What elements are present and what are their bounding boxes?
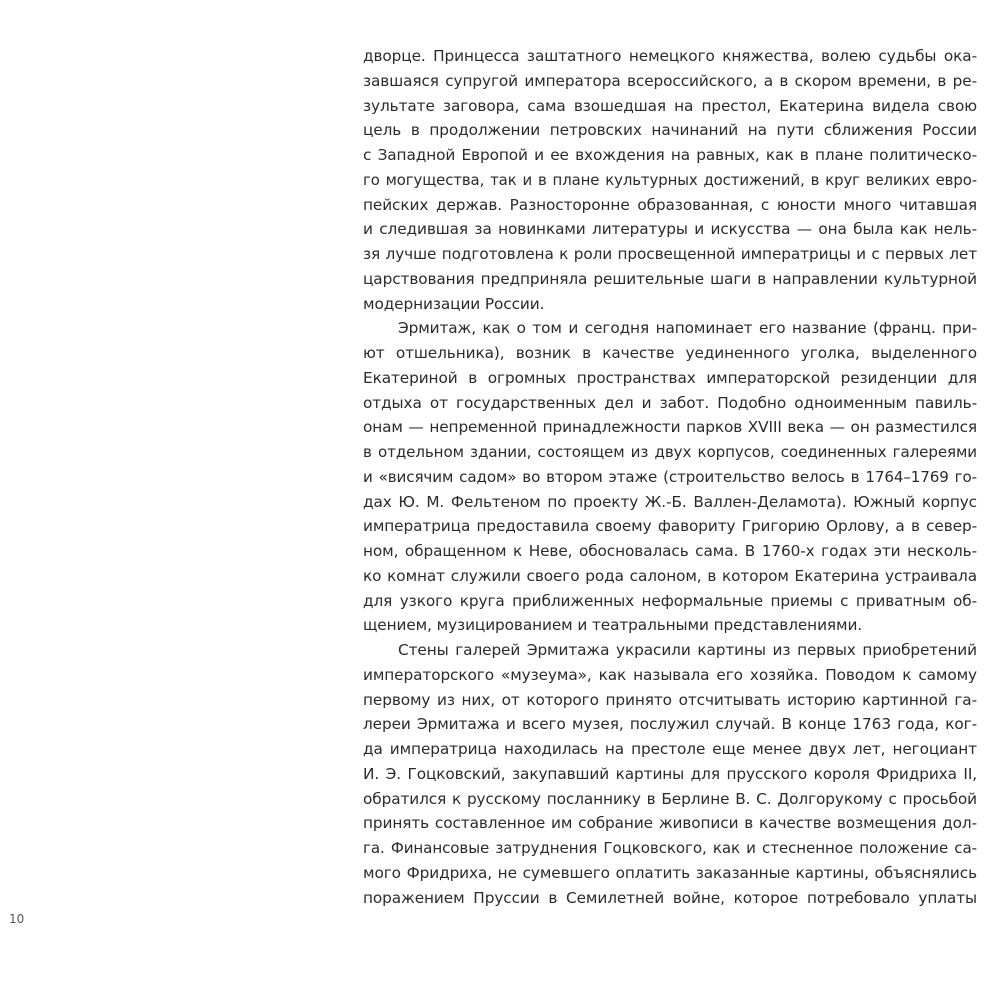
text-line: Стены галерей Эрмитажа украсили картины из первых приобретений (398, 641, 977, 659)
text-line: И. Э. Гоцковский, закупавший картины для прусского короля Фридриха II, (363, 764, 977, 783)
text-line: императорского «музеума», как называла его хозяйка. Поводом к самому (363, 665, 977, 684)
text-line: щением, музицированием и театральными представлениями. (363, 616, 863, 635)
text-line: завшаяся супругой императора всероссийского, а в скором времени, в ре- (363, 71, 977, 90)
body-text (363, 44, 977, 910)
text-line: го могущества, так и в плане культурных достижений, в круг великих евро- (363, 170, 977, 189)
text-line: дворце. Принцесса заштатного немецкого княжества, волею судьбы ока- (363, 47, 977, 65)
text-line: императрица предоставила своему фавориту Григорию Орлову, а в север- (363, 517, 977, 536)
text-line: онам — непременной принадлежности парков XVIII века — он разместился (363, 418, 977, 437)
text-line: в отдельном здании, состоящем из двух корпусов, соединенных галереями (363, 443, 977, 461)
text-line: ко комнат служили своего рода салоном, в котором Екатерина устраивала (363, 566, 977, 585)
text-line: зультате заговора, сама взошедшая на престол, Екатерина видела свою (363, 96, 977, 115)
text-line: с Западной Европой и ее вхождения на равных, как в плане политическо- (363, 146, 977, 164)
text-line: и следившая за новинками литературы и искусства — она была как нель- (363, 220, 977, 239)
text-line: мого Фридриха, не сумевшего оплатить заказанные картины, объяснялись (363, 863, 977, 882)
text-line: пейских держав. Разносторонне образованная, с юности много читавшая (363, 195, 977, 214)
text-line: царствования предприняла решительные шаги в направлении культурной (363, 269, 977, 288)
page-number: 10 (9, 912, 25, 926)
text-line: га. Финансовые затруднения Гоцковского, как и стесненное положение са- (363, 839, 977, 857)
text-line: Екатериной в огромных пространствах императорской резиденции для (363, 368, 977, 387)
text-line: обратился к русскому посланнику в Берлине В. С. Долгорукому с просьбой (363, 789, 977, 808)
text-line: Эрмитаж, как о том и сегодня напоминает его название (франц. при- (398, 319, 977, 338)
paragraph-2 (363, 316, 977, 638)
paragraph-3 (363, 638, 977, 910)
text-line: поражением Пруссии в Семилетней войне, которое потребовало уплаты (363, 888, 977, 907)
text-line: ном, обращенном к Неве, обосновалась сама. В 1760-х годах эти несколь- (363, 542, 977, 560)
text-line: модернизации России. (363, 294, 545, 313)
text-line: дах Ю. М. Фельтеном по проекту Ж.-Б. Валлен-Деламота). Южный корпус (363, 492, 977, 511)
text-line: да императрица находилась на престоле еще менее двух лет, негоциант (363, 740, 977, 758)
text-line: ют отшельника), возник в качестве уединенного уголка, выделенного (363, 344, 977, 362)
text-line: и «висячим садом» во втором этаже (строительство велось в 1764–1769 го- (363, 467, 977, 486)
text-line: отдыха от государственных дел и забот. Подобно одноименным павиль- (363, 393, 977, 412)
text-line: принять составленное им собрание живописи в качестве возмещения дол- (363, 814, 977, 833)
text-line: первому из них, от которого принято отсчитывать историю картинной га- (363, 690, 977, 709)
paragraph-1 (363, 44, 977, 316)
text-line: для узкого круга приближенных неформальные приемы с приватным об- (363, 591, 977, 610)
text-line: лереи Эрмитажа и всего музея, послужил случай. В конце 1763 года, ког- (363, 715, 977, 734)
text-line: зя лучше подготовлена к роли просвещенной императрицы и с первых лет (363, 245, 977, 263)
text-line: цель в продолжении петровских начинаний на пути сближения России (363, 121, 977, 140)
